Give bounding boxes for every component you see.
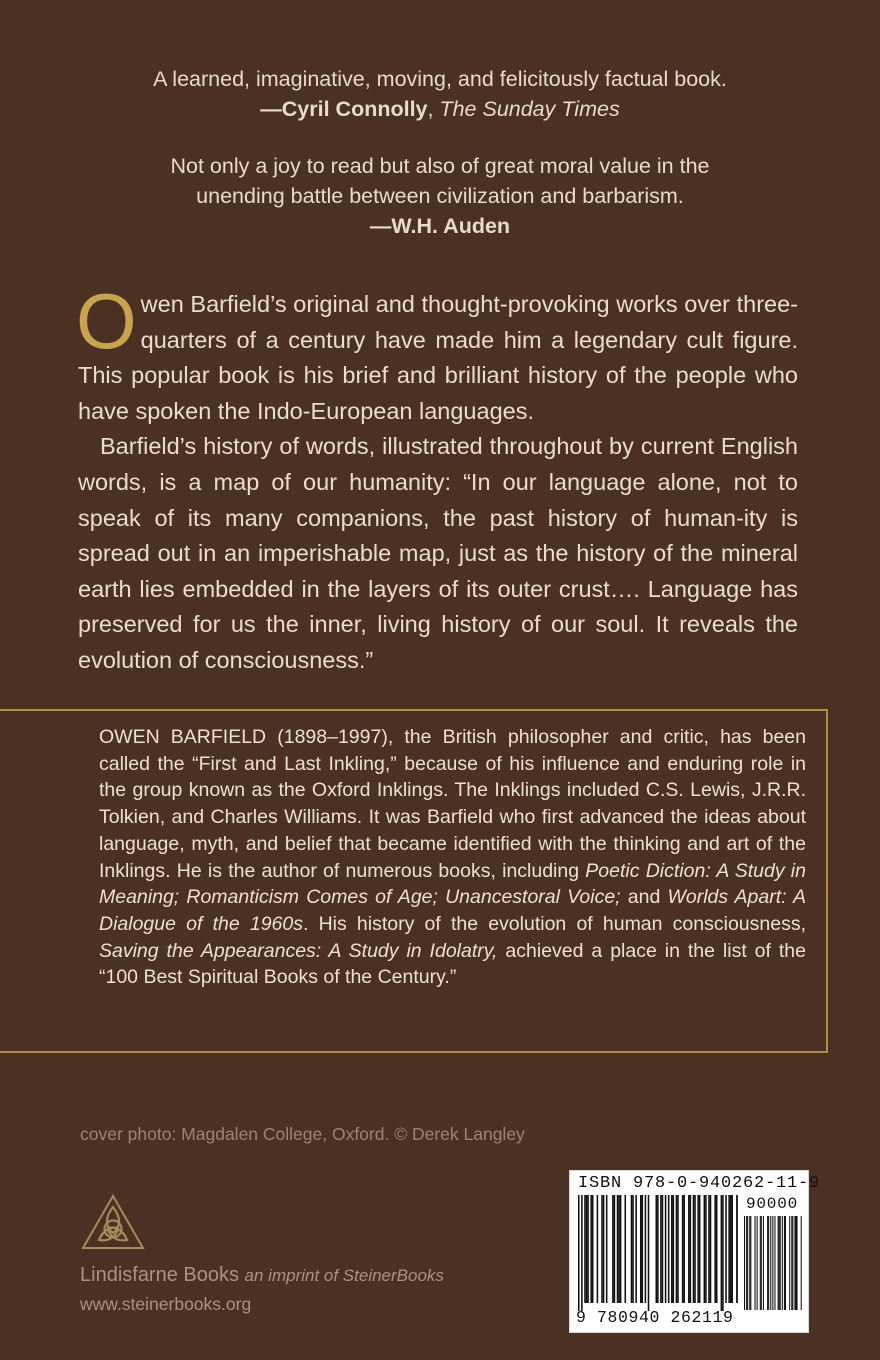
barcode-bar bbox=[688, 1195, 690, 1303]
publisher-name: Lindisfarne Books bbox=[80, 1264, 239, 1286]
barcode-bar bbox=[730, 1195, 732, 1303]
drop-cap: O bbox=[76, 277, 137, 365]
barcode-bar bbox=[584, 1195, 586, 1303]
barcode-bar bbox=[640, 1195, 642, 1303]
barcode-bar bbox=[620, 1195, 622, 1303]
publisher-website: www.steinerbooks.org bbox=[80, 1294, 252, 1314]
barcode-bar bbox=[792, 1216, 793, 1310]
quote-publication: The Sunday Times bbox=[439, 97, 620, 121]
bio-text: achieved a place in the list of the “100 Best Spiritual Books of the Century.” bbox=[99, 939, 806, 989]
barcode-bar bbox=[716, 1195, 718, 1303]
barcode-bar bbox=[697, 1195, 699, 1303]
barcode-bar bbox=[677, 1195, 679, 1303]
barcode-bar bbox=[708, 1195, 710, 1303]
barcode-bar bbox=[757, 1216, 758, 1310]
barcode-bar bbox=[656, 1195, 658, 1303]
bio-book-title: Worlds Apart: A Dialogue of the 1960s bbox=[99, 886, 807, 935]
barcode-bar bbox=[722, 1195, 724, 1311]
barcode-bar bbox=[618, 1195, 620, 1303]
quote-author: W.H. Auden bbox=[391, 214, 511, 238]
ean-digits: 9 780940 262119 bbox=[576, 1308, 734, 1327]
barcode-bar bbox=[694, 1195, 696, 1303]
isbn-label: ISBN 978-0-940262-11-9 bbox=[578, 1174, 821, 1193]
barcode-bar bbox=[746, 1216, 747, 1310]
barcode-bar bbox=[785, 1216, 786, 1310]
barcode-bar bbox=[648, 1195, 650, 1311]
review-quote-connolly bbox=[0, 64, 880, 124]
quote-attribution bbox=[0, 211, 880, 241]
bio-text: OWEN BARFIELD (1898–1997), the British philosopher and critic, has been called the “First and Last Inkling,” because of his influence and enduring role in the group known as the Oxford Inklings. The Inklings included C.S. Lewis, J.R.R. Tolkien, and Charles Williams. It was Barfield who first advanced the ideas about language, myth, and belief that became identified with the thinking and art of the Inklings. He is the author of numerous books, including bbox=[99, 726, 806, 882]
bio-text: . His history of the evolution of human consciousness, bbox=[302, 912, 806, 935]
barcode-bar bbox=[774, 1216, 775, 1310]
barcode-bar bbox=[705, 1195, 707, 1303]
barcode-bar bbox=[671, 1195, 673, 1303]
barcode-bar bbox=[590, 1195, 592, 1303]
barcode-bar bbox=[728, 1195, 730, 1303]
barcode-bar bbox=[592, 1195, 594, 1303]
photo-credit: cover photo: Magdalen College, Oxford. © Derek Langley bbox=[80, 1124, 525, 1144]
quote-attribution bbox=[0, 94, 880, 124]
barcode-bar bbox=[736, 1195, 738, 1303]
isbn-barcode bbox=[569, 1170, 821, 1333]
attribution-dash: — bbox=[260, 97, 282, 121]
quote-text: A learned, imaginative, moving, and felicitously factual book. bbox=[153, 67, 727, 91]
barcode-bar bbox=[763, 1216, 764, 1310]
barcode-bar bbox=[767, 1216, 768, 1310]
barcode-bar bbox=[760, 1216, 761, 1310]
barcode-bar bbox=[606, 1195, 608, 1303]
barcode-bar bbox=[693, 1195, 695, 1303]
author-bio bbox=[99, 724, 806, 991]
barcode-bar bbox=[581, 1195, 583, 1311]
barcode-bar bbox=[789, 1216, 790, 1310]
barcode-bar bbox=[778, 1216, 779, 1310]
addon-barcode-bars bbox=[744, 1216, 802, 1310]
bio-book-title: Saving the Appearances: A Study in Idolatry, bbox=[99, 939, 498, 962]
barcode-bar bbox=[795, 1216, 796, 1310]
barcode-bar bbox=[791, 1216, 792, 1310]
barcode-bar bbox=[683, 1195, 685, 1303]
bio-text: and bbox=[620, 886, 668, 909]
barcode-bar bbox=[797, 1216, 798, 1310]
barcode-bar bbox=[597, 1195, 599, 1303]
attribution-separator: , bbox=[427, 97, 440, 121]
barcode-bar bbox=[770, 1216, 771, 1310]
barcode-bar bbox=[784, 1216, 785, 1310]
barcode-bar bbox=[612, 1195, 614, 1303]
publisher-line bbox=[80, 1264, 444, 1287]
book-description bbox=[76, 277, 798, 679]
description-text: wen Barfield’s original and thought-provoking works over three-quarters of a century have made him a legendary cult figure. This popular book is his brief and brilliant history of the people who have spoken the Indo-European languages. bbox=[78, 291, 798, 424]
barcode-bar bbox=[668, 1195, 670, 1303]
barcode-bar bbox=[710, 1195, 712, 1303]
barcode-bar bbox=[587, 1195, 589, 1303]
barcode-bar bbox=[682, 1195, 684, 1303]
barcode-bar bbox=[601, 1195, 603, 1303]
barcode-bar bbox=[747, 1216, 748, 1310]
ean13-barcode-bars bbox=[578, 1195, 738, 1311]
barcode-bar bbox=[714, 1195, 716, 1303]
barcode-bar bbox=[665, 1195, 667, 1303]
quote-line: Not only a joy to read but also of great moral value in the bbox=[170, 154, 710, 178]
barcode-bar bbox=[755, 1216, 756, 1310]
barcode-bar bbox=[768, 1216, 769, 1310]
barcode-bar bbox=[660, 1195, 662, 1303]
barcode-bar bbox=[617, 1195, 619, 1303]
barcode-bar bbox=[794, 1216, 795, 1310]
review-quote-auden bbox=[0, 151, 880, 241]
barcode-bar bbox=[725, 1195, 727, 1303]
quote-line: unending battle between civilization and barbarism. bbox=[196, 184, 684, 208]
barcode-bar bbox=[645, 1195, 647, 1303]
barcode-bar bbox=[761, 1216, 762, 1310]
price-code: 90000 bbox=[746, 1195, 799, 1213]
description-paragraph: Barfield’s history of words, illustrated throughout by current English words, is a map of our humanity: “In our language alone, not to speak of its many companions, the past history of human-ity is spread out in an imperishable map, just as the history of the mineral earth lies embedded in the layers of its outer crust…. Language has preserved for us the inner, living history of our soul. It reveals the evolution of consciousness.” bbox=[78, 433, 798, 673]
barcode-bar bbox=[673, 1195, 675, 1303]
description-paragraph bbox=[76, 277, 798, 429]
barcode-bar bbox=[632, 1195, 634, 1303]
barcode-bar bbox=[642, 1195, 644, 1303]
barcode-bar bbox=[731, 1195, 733, 1303]
barcode-bar bbox=[780, 1216, 781, 1310]
barcode-bar bbox=[625, 1195, 627, 1303]
barcode-bar bbox=[662, 1195, 664, 1303]
triquetra-triangle-icon bbox=[80, 1193, 146, 1251]
barcode-bar bbox=[676, 1195, 678, 1303]
barcode-bar bbox=[772, 1216, 773, 1310]
barcode-bar bbox=[704, 1195, 706, 1303]
publisher-imprint: an imprint of SteinerBooks bbox=[244, 1266, 444, 1285]
barcode-bar bbox=[657, 1195, 659, 1303]
barcode-bar bbox=[801, 1216, 802, 1310]
barcode-bar bbox=[699, 1195, 701, 1303]
barcode-bar bbox=[782, 1216, 783, 1310]
barcode-bar bbox=[614, 1195, 616, 1303]
barcode-bar bbox=[779, 1216, 780, 1310]
bio-book-titles: Poetic Diction: A Study in Meaning; Romanticism Comes of Age; Unancestoral Voice; bbox=[99, 859, 806, 909]
barcode-bar bbox=[635, 1195, 637, 1303]
barcode-bar bbox=[586, 1195, 588, 1303]
barcode-bar bbox=[631, 1195, 633, 1303]
quote-author: Cyril Connolly bbox=[281, 97, 428, 121]
barcode-bar bbox=[744, 1216, 745, 1310]
barcode-bar bbox=[578, 1195, 580, 1311]
barcode-bar bbox=[603, 1195, 605, 1303]
attribution-dash: — bbox=[369, 214, 392, 238]
barcode-bar bbox=[750, 1216, 751, 1310]
barcode-bar bbox=[690, 1195, 692, 1303]
barcode-bar bbox=[721, 1195, 723, 1311]
barcode-bar bbox=[749, 1216, 750, 1310]
